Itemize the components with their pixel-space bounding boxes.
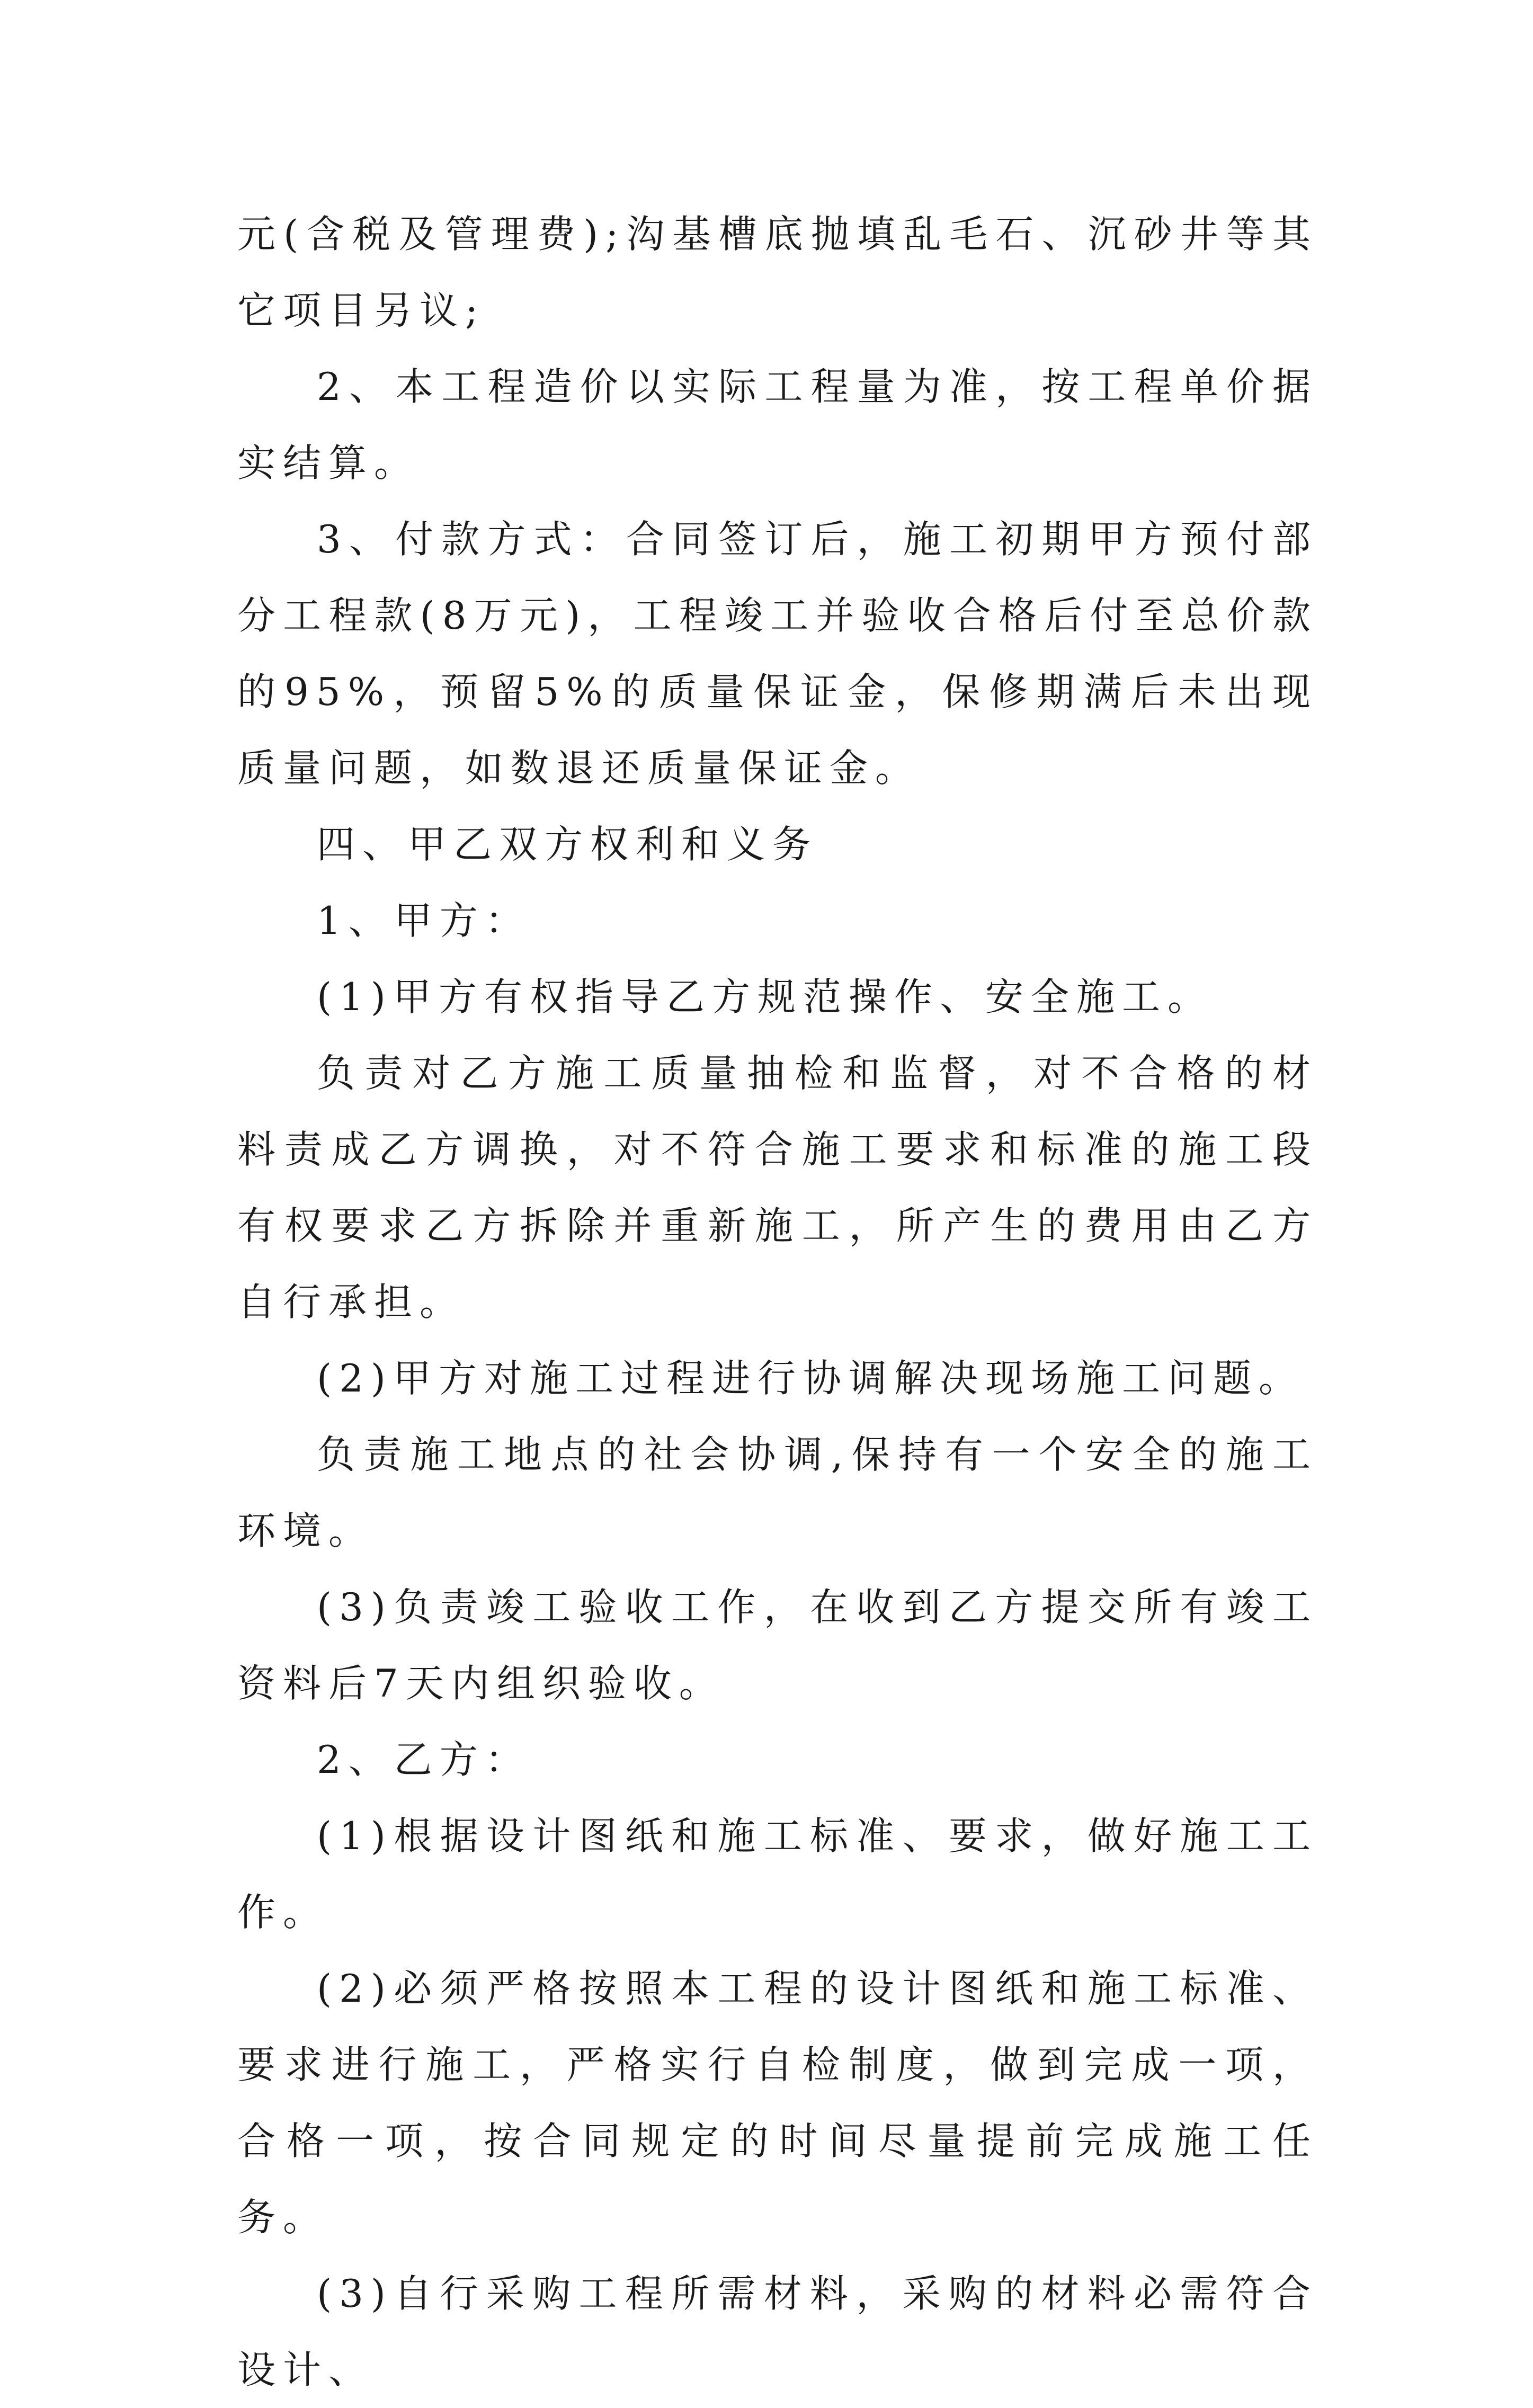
paragraph-party-a-supervision: 负责对乙方施工质量抽检和监督，对不合格的材料责成乙方调换，对不符合施工要求和标准的施工段有权要求乙方拆除并重新施工，所产生的费用由乙方自行承担。 [237,1051,1318,1324]
paragraph-party-a-item-1: (1)甲方有权指导乙方规范操作、安全施工。 [317,975,1213,1019]
paragraph-payment-terms: 3、付款方式：合同签订后，施工初期甲方预付部分工程款(8万元)，工程竣工并验收合格后付至总价款的95%，预留5%的质量保证金，保修期满后未出现质量问题，如数退还质量保证金。 [237,517,1318,790]
paragraph-party-b-item-2: (2)必须严格按照本工程的设计图纸和施工标准、要求进行施工，严格实行自检制度，做到完成一项，合格一项，按合同规定的时间尽量提前完成施工任务。 [237,1966,1318,2240]
paragraph-party-b-item-1: (1)根据设计图纸和施工标准、要求，做好施工工作。 [237,1814,1318,1934]
section-heading-rights-obligations: 四、甲乙双方权利和义务 [317,822,818,867]
document-body [237,196,1318,2408]
paragraph-party-b-item-3: (3)自行采购工程所需材料，采购的材料必需符合设计、 [237,2271,1318,2392]
paragraph-cost-basis: 2、本工程造价以实际工程量为准，按工程单价据实结算。 [237,364,1318,485]
paragraph-party-a-coordination: 负责施工地点的社会协调,保持有一个安全的施工环境。 [237,1432,1318,1553]
subheading-party-b: 2、乙方： [317,1737,531,1782]
subheading-party-a: 1、甲方： [317,898,531,943]
paragraph-fee-note: 元(含税及管理费);沟基槽底抛填乱毛石、沉砂井等其它项目另议; [237,212,1318,333]
paragraph-party-a-item-3: (3)负责竣工验收工作，在收到乙方提交所有竣工资料后7天内组织验收。 [237,1585,1318,1706]
paragraph-party-a-item-2: (2)甲方对施工过程进行协调解决现场施工问题。 [317,1356,1304,1401]
